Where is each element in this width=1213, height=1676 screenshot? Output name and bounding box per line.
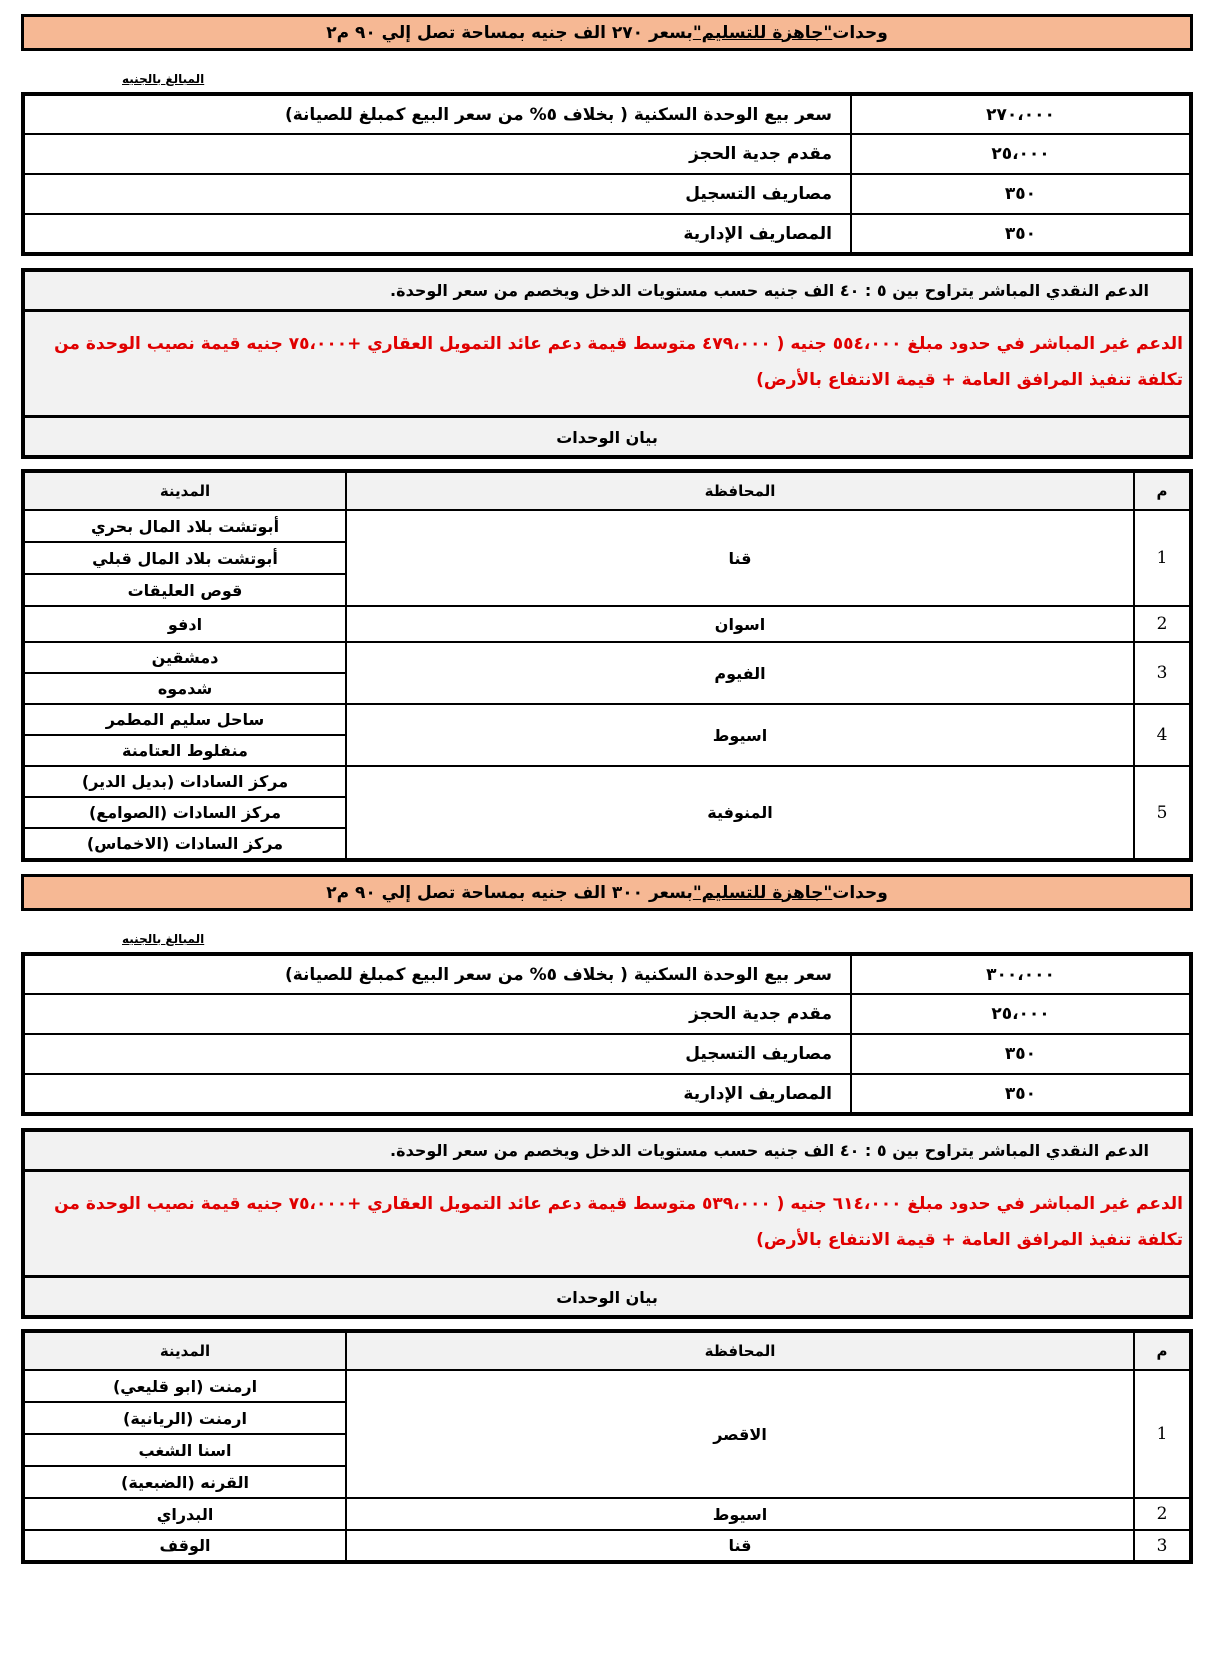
governorate-header: المحافظة [346, 1331, 1134, 1370]
section-1 [21, 14, 1193, 51]
indirect-support: الدعم غير المباشر في حدود مبلغ ٥٥٤،٠٠٠ جنيه ( ٤٧٩،٠٠٠ متوسط قيمة دعم عائد التمويل العقاري +٧٥،٠٠٠ جنيه قيمة نصيب الوحدة من تكلفة تنفيذ المرافق العامة + قيمة الانتفاع بالأرض) [25, 312, 1189, 418]
price-row [23, 134, 1191, 174]
units-table-1-wrap [21, 469, 1193, 862]
section-1-header [21, 14, 1193, 51]
governorate-cell: الاقصر [346, 1370, 1134, 1498]
section-2 [21, 874, 1193, 911]
city-cell: الوقف [23, 1530, 346, 1562]
header-prefix: وحدات [832, 22, 888, 43]
price-row [23, 94, 1191, 134]
price-row [23, 1074, 1191, 1114]
units-title: بيان الوحدات [556, 1287, 658, 1307]
city-cell: قوص العليقات [23, 574, 346, 606]
price-value: ٢٧٠،٠٠٠ [851, 94, 1191, 134]
city-cell: مركز السادات (بديل الدير) [23, 766, 346, 797]
city-cell: مركز السادات (الصوامع) [23, 797, 346, 828]
price-table-1-wrap [21, 92, 1193, 256]
header-highlight: "جاهزة للتسليم" [692, 22, 833, 43]
city-cell: شدموه [23, 673, 346, 704]
price-label: مصاريف التسجيل [23, 1034, 851, 1074]
governorate-cell: اسيوط [346, 1498, 1134, 1530]
governorate-cell: اسيوط [346, 704, 1134, 766]
governorate-header: المحافظة [346, 471, 1134, 510]
units-header-row [23, 1331, 1191, 1370]
indirect-support: الدعم غير المباشر في حدود مبلغ ٦١٤،٠٠٠ جنيه ( ٥٣٩،٠٠٠ متوسط قيمة دعم عائد التمويل العقاري +٧٥،٠٠٠ جنيه قيمة نصيب الوحدة من تكلفة تنفيذ المرافق العامة + قيمة الانتفاع بالأرض) [25, 1172, 1189, 1278]
direct-support: الدعم النقدي المباشر يتراوح بين ٥ : ٤٠ الف جنيه حسب مستويات الدخل ويخصم من سعر الوحدة. [25, 1132, 1189, 1172]
units-table-2 [21, 1329, 1193, 1564]
governorate-cell: المنوفية [346, 766, 1134, 860]
table-row [23, 766, 1191, 797]
city-cell: مركز السادات (الاخماس) [23, 828, 346, 860]
units-table-2-wrap [21, 1329, 1193, 1564]
header-highlight: "جاهزة للتسليم" [692, 882, 833, 903]
price-label: المصاريف الإدارية [23, 214, 851, 254]
num-cell: 2 [1134, 1498, 1191, 1530]
price-table-2-wrap [21, 952, 1193, 1116]
amount-label-2: المبالغ بالجنيه [122, 932, 205, 946]
city-header: المدينة [23, 1331, 346, 1370]
num-cell: 2 [1134, 606, 1191, 642]
price-table-2 [21, 952, 1193, 1116]
price-table-1 [21, 92, 1193, 256]
price-value: ٣٥٠ [851, 1074, 1191, 1114]
direct-support: الدعم النقدي المباشر يتراوح بين ٥ : ٤٠ الف جنيه حسب مستويات الدخل ويخصم من سعر الوحدة. [25, 272, 1189, 312]
price-label: المصاريف الإدارية [23, 1074, 851, 1114]
price-row [23, 954, 1191, 994]
num-cell: 5 [1134, 766, 1191, 860]
price-row [23, 214, 1191, 254]
table-row [23, 510, 1191, 542]
city-cell: البدراي [23, 1498, 346, 1530]
governorate-cell: قنا [346, 1530, 1134, 1562]
units-header-row [23, 471, 1191, 510]
price-label: مقدم جدية الحجز [23, 134, 851, 174]
governorate-cell: الفيوم [346, 642, 1134, 704]
support-box-1 [21, 268, 1193, 459]
support-box-2 [21, 1128, 1193, 1319]
governorate-cell: اسوان [346, 606, 1134, 642]
table-row [23, 1530, 1191, 1562]
num-header: م [1134, 471, 1191, 510]
city-header: المدينة [23, 471, 346, 510]
city-cell: أبوتشت بلاد المال بحري [23, 510, 346, 542]
section-2-header [21, 874, 1193, 911]
price-row [23, 1034, 1191, 1074]
price-value: ٣٥٠ [851, 214, 1191, 254]
price-value: ٣٥٠ [851, 174, 1191, 214]
table-row [23, 642, 1191, 673]
price-label: سعر بيع الوحدة السكنية ( بخلاف ٥% من سعر البيع كمبلغ للصيانة) [23, 94, 851, 134]
units-table-1 [21, 469, 1193, 862]
price-value: ٣٥٠ [851, 1034, 1191, 1074]
city-cell: منفلوط العتامنة [23, 735, 346, 766]
table-row [23, 1370, 1191, 1402]
city-cell: ساحل سليم المطمر [23, 704, 346, 735]
city-cell: اسنا الشغب [23, 1434, 346, 1466]
price-label: مصاريف التسجيل [23, 174, 851, 214]
city-cell: دمشقين [23, 642, 346, 673]
num-cell: 3 [1134, 642, 1191, 704]
table-row [23, 704, 1191, 735]
governorate-cell: قنا [346, 510, 1134, 606]
city-cell: ارمنت (الريانية) [23, 1402, 346, 1434]
amount-label-1: المبالغ بالجنيه [122, 72, 205, 86]
num-cell: 3 [1134, 1530, 1191, 1562]
table-row [23, 1498, 1191, 1530]
price-label: سعر بيع الوحدة السكنية ( بخلاف ٥% من سعر البيع كمبلغ للصيانة) [23, 954, 851, 994]
city-cell: القرنه (الضبعية) [23, 1466, 346, 1498]
city-cell: ادفو [23, 606, 346, 642]
header-suffix: بسعر ٢٧٠ الف جنيه بمساحة تصل إلي ٩٠ م٢ [326, 22, 693, 43]
header-prefix: وحدات [832, 882, 888, 903]
price-value: ٢٥،٠٠٠ [851, 134, 1191, 174]
units-title: بيان الوحدات [556, 427, 658, 447]
num-cell: 1 [1134, 1370, 1191, 1498]
price-row [23, 994, 1191, 1034]
table-row [23, 606, 1191, 642]
price-value: ٢٥،٠٠٠ [851, 994, 1191, 1034]
price-value: ٣٠٠،٠٠٠ [851, 954, 1191, 994]
header-suffix: بسعر ٣٠٠ الف جنيه بمساحة تصل إلي ٩٠ م٢ [326, 882, 693, 903]
num-cell: 4 [1134, 704, 1191, 766]
city-cell: ارمنت (ابو قليعي) [23, 1370, 346, 1402]
city-cell: أبوتشت بلاد المال قبلي [23, 542, 346, 574]
price-row [23, 174, 1191, 214]
num-header: م [1134, 1331, 1191, 1370]
num-cell: 1 [1134, 510, 1191, 606]
price-label: مقدم جدية الحجز [23, 994, 851, 1034]
